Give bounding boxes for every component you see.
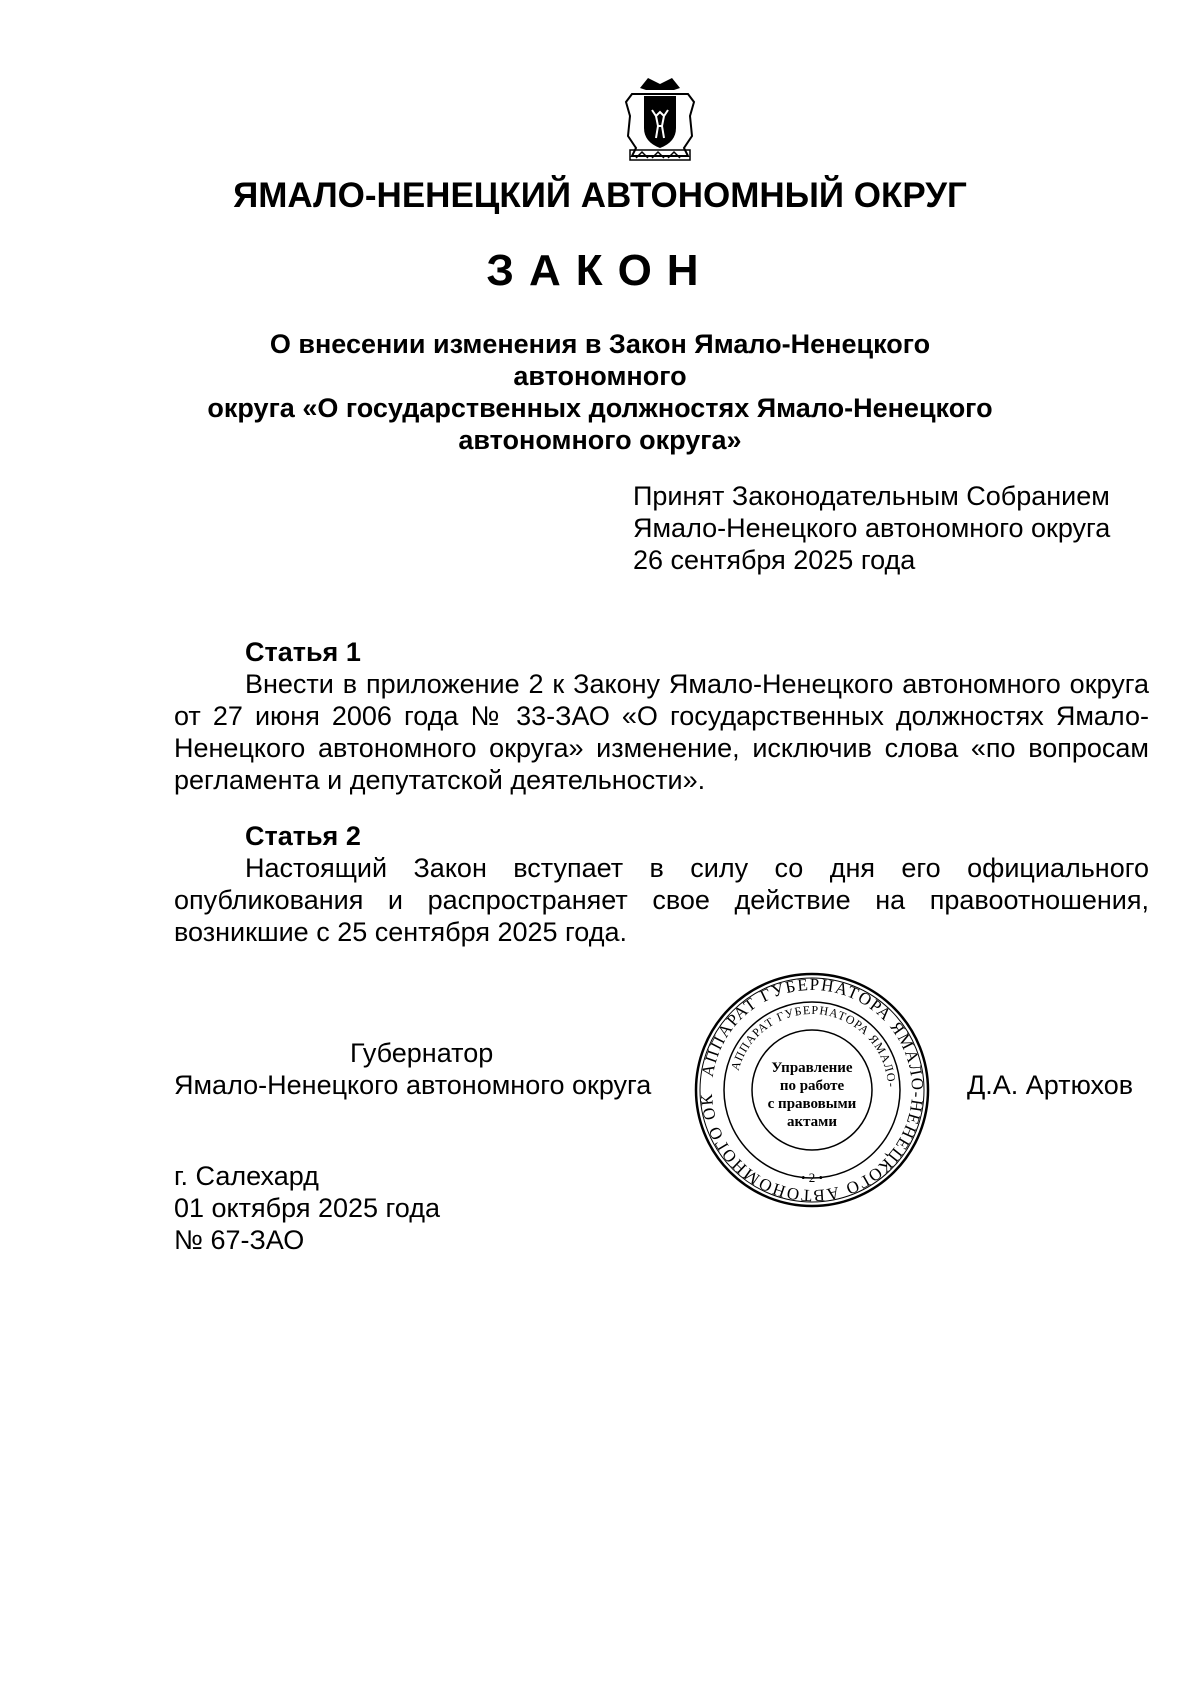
law-number: № 67-ЗАО — [174, 1225, 305, 1255]
adoption-line: Принят Законодательным Собранием — [633, 481, 1110, 511]
city: г. Салехард — [174, 1161, 319, 1191]
article-heading: Статья 1 — [245, 637, 361, 667]
article-heading: Статья 2 — [245, 821, 361, 851]
seal-center-line: Управление — [771, 1060, 853, 1076]
seal-center-line: по работе — [779, 1078, 845, 1094]
place-and-date — [174, 1160, 440, 1256]
signatory-name: Д.А. Артюхов — [967, 1070, 1134, 1100]
seal-center-line: актами — [786, 1114, 838, 1130]
article-text: Настоящий Закон вступает в силу со дня его официального опубликования и распространяет свое действие на правоотношения, возникшие с 25 сентября 2025 года. — [174, 853, 1149, 947]
signatory-title: Губернатор — [350, 1038, 494, 1068]
coat-of-arms-icon — [622, 76, 698, 162]
article-2 — [174, 820, 1149, 948]
law-title-line: О внесении изменения в Закон Ямало-Ненецкого автономного — [269, 329, 931, 391]
document-type: ЗАКОН — [486, 246, 714, 295]
article-text: Внести в приложение 2 к Закону Ямало-Ненецкого автономного округа от 27 июня 2006 года № 33-ЗАО «О государственных должностях Ямало-Ненецкого автономного округа» изменение, исключив слова «по вопросам регламента и депутатской деятельности». — [174, 669, 1149, 795]
law-title — [180, 328, 1020, 456]
signatory-region: Ямало-Ненецкого автономного округа — [174, 1070, 652, 1100]
law-title-line: автономного округа» — [458, 425, 742, 455]
seal-number: • 2 • — [800, 1170, 824, 1185]
region-title: ЯМАЛО-НЕНЕЦКИЙ АВТОНОМНЫЙ ОКРУГ — [233, 176, 967, 215]
seal-center-line: с правовыми — [767, 1096, 857, 1112]
article-1 — [174, 636, 1149, 796]
adoption-info — [633, 480, 1110, 576]
signing-date: 01 октября 2025 года — [174, 1193, 440, 1223]
seal-outer-text: АППАРАТ ГУБЕРНАТОРА ЯМАЛО-НЕНЕЦКОГО АВТОНОМНОГО ОК — [696, 974, 928, 1206]
seal-inner-text: АППАРАТ ГУБЕРНАТОРА ЯМАЛО- — [727, 1002, 899, 1089]
adoption-line: Ямало-Ненецкого автономного округа — [633, 513, 1111, 543]
official-seal-icon — [692, 970, 932, 1210]
law-title-line: округа «О государственных должностях Ямало-Ненецкого — [207, 393, 993, 423]
adoption-line: 26 сентября 2025 года — [633, 545, 916, 575]
